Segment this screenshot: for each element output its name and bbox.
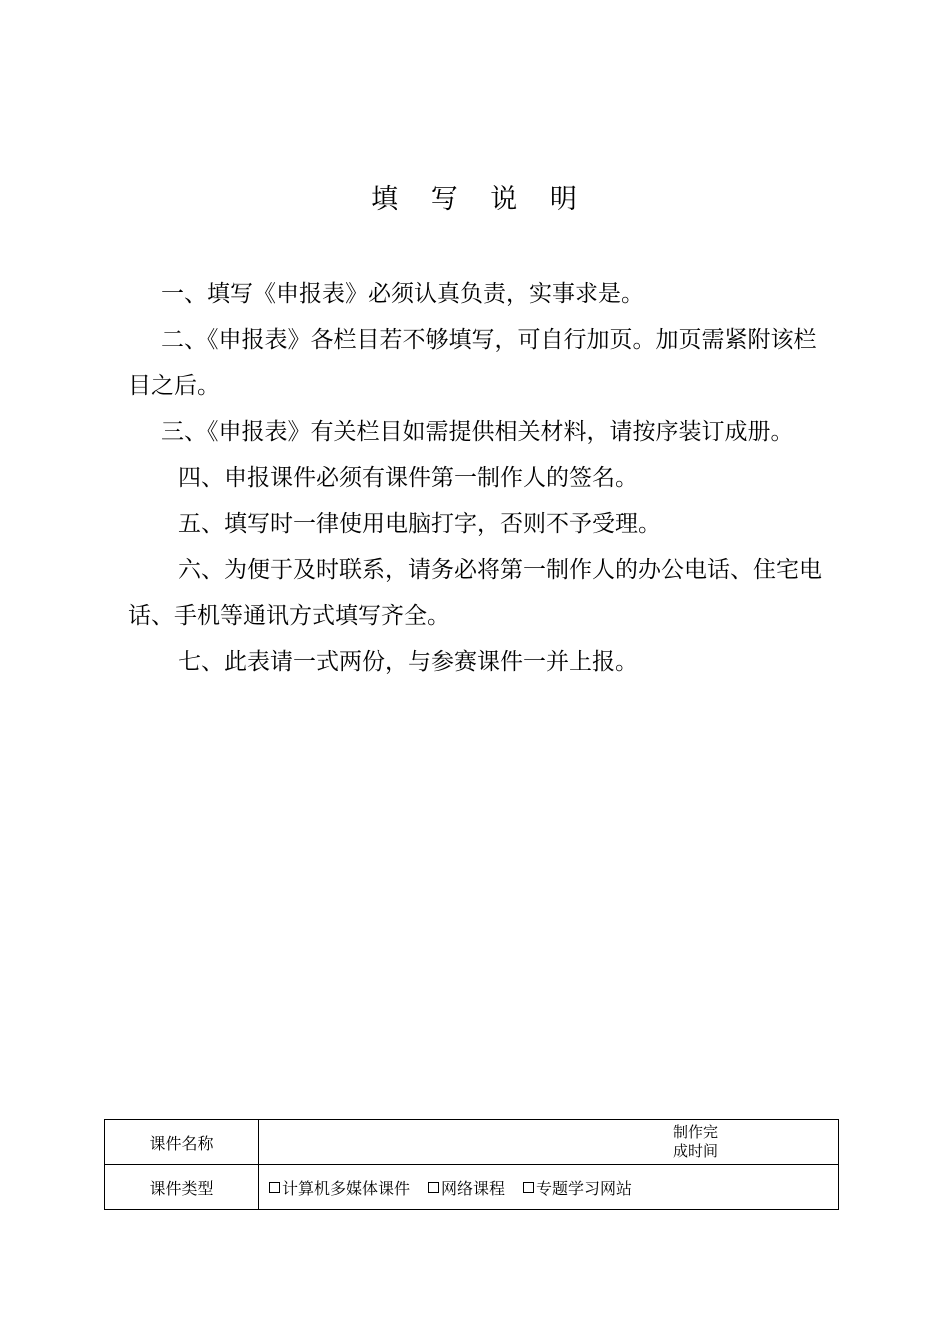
instruction-item: 三、《申报表》有关栏目如需提供相关材料，请按序装订成册。 — [161, 419, 794, 445]
checkbox-icon[interactable] — [269, 1182, 280, 1193]
instruction-item: 七、此表请一式两份，与参赛课件一并上报。 — [178, 649, 638, 675]
option-label: 专题学习网站 — [536, 1178, 633, 1198]
page-title: 填 写 说 明 — [371, 184, 589, 215]
table-row — [105, 1165, 839, 1210]
instruction-item: 六、为便于及时联系，请务必将第一制作人的办公电话、住宅电话、手机等通讯方式填写齐全。 — [128, 557, 822, 629]
completion-time-label — [673, 1123, 718, 1161]
instruction-item: 五、填写时一律使用电脑打字，否则不予受理。 — [178, 511, 661, 537]
course-type-options — [259, 1176, 838, 1199]
course-type-option-website[interactable] — [523, 1176, 632, 1199]
course-type-option-multimedia[interactable] — [269, 1176, 410, 1199]
course-name-field[interactable] — [259, 1120, 839, 1165]
instruction-item: 四、申报课件必须有课件第一制作人的签名。 — [178, 465, 638, 491]
checkbox-icon[interactable] — [523, 1182, 534, 1193]
checkbox-icon[interactable] — [428, 1182, 439, 1193]
instruction-item: 一、填写《申报表》必须认真负责，实事求是。 — [161, 281, 644, 307]
application-form-table — [104, 1119, 839, 1210]
option-label: 计算机多媒体课件 — [282, 1178, 411, 1198]
course-name-label: 课件名称 — [105, 1120, 259, 1165]
option-label: 网络课程 — [441, 1178, 506, 1198]
table-row — [105, 1120, 839, 1165]
course-type-label: 课件类型 — [105, 1165, 259, 1210]
course-type-option-online[interactable] — [428, 1176, 505, 1199]
instruction-item: 二、《申报表》各栏目若不够填写，可自行加页。加页需紧附该栏目之后。 — [128, 327, 817, 399]
instructions-list — [128, 271, 838, 685]
completion-time-label-line1: 制作完 — [673, 1123, 719, 1141]
course-type-field — [259, 1165, 839, 1210]
completion-time-label-line2: 成时间 — [673, 1142, 719, 1160]
